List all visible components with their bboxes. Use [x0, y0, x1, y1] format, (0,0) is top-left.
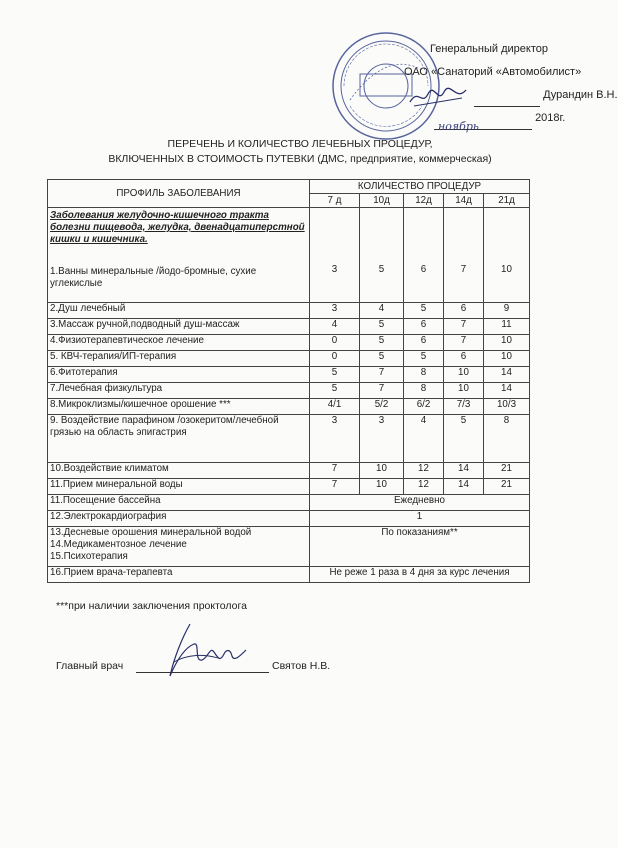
table-cell: 6: [404, 319, 444, 335]
table-cell: 3: [310, 208, 360, 303]
table-cell: 10: [444, 383, 484, 399]
approval-year: 2018г.: [535, 112, 566, 124]
table-cell: 7: [310, 463, 360, 479]
table-cell: 5: [444, 415, 484, 463]
handwritten-date: ноябрь: [438, 120, 479, 133]
table-cell: 5: [404, 351, 444, 367]
table-cell: 0: [310, 335, 360, 351]
table-cell: 14: [444, 479, 484, 495]
procedure-name: 16.Прием врача-терапевта: [48, 567, 310, 583]
chief-signature-line: [136, 672, 269, 673]
table-cell: 10: [484, 351, 530, 367]
footnote: ***при наличии заключения проктолога: [56, 600, 247, 612]
table-row: [48, 511, 530, 527]
approval-block: [404, 38, 618, 133]
procedure-name: 13.Десневые орошения минеральной водой: [50, 527, 252, 538]
duration-header: 12д: [404, 194, 444, 208]
header-profile: ПРОФИЛЬ ЗАБОЛЕВАНИЯ: [48, 180, 310, 208]
table-cell: 8: [404, 383, 444, 399]
chief-label: Главный врач: [56, 660, 124, 672]
chief-doctor-signature: [160, 618, 250, 680]
table-row: [48, 495, 530, 511]
table-cell: 6: [404, 208, 444, 303]
table-cell: 7: [310, 479, 360, 495]
table-cell: 4: [404, 415, 444, 463]
procedure-name: 3.Массаж ручной,подводный душ-массаж: [48, 319, 310, 335]
table-cell: 5: [310, 367, 360, 383]
procedure-name: 10.Воздействие климатом: [48, 463, 310, 479]
table-cell: 14: [444, 463, 484, 479]
table-cell: 3: [310, 303, 360, 319]
document-title-line1: ПЕРЕЧЕНЬ И КОЛИЧЕСТВО ЛЕЧЕБНЫХ ПРОЦЕДУР,: [167, 138, 433, 150]
table-row: [48, 208, 530, 303]
table-row: [48, 527, 530, 567]
table-cell: 6: [404, 335, 444, 351]
table-cell: 10: [444, 367, 484, 383]
table-row: [48, 303, 530, 319]
duration-header: 7 д: [310, 194, 360, 208]
director-name: Дурандин В.Н.: [543, 89, 618, 101]
procedure-name: 8.Микроклизмы/кишечное орошение ***: [48, 399, 310, 415]
row-label: [48, 208, 310, 303]
table-row: [48, 463, 530, 479]
date-line: [434, 117, 479, 133]
table-cell: 12: [404, 479, 444, 495]
duration-header: 10д: [360, 194, 404, 208]
procedure-name: 1.Ванны минеральные /йодо-бромные, сухие углекислые: [50, 266, 257, 289]
procedure-name: 14.Медикаментозное лечение: [50, 539, 187, 550]
table-row: [48, 367, 530, 383]
table-cell: 11: [484, 319, 530, 335]
document-title-line2: ВКЛЮЧЕННЫХ В СТОИМОСТЬ ПУТЕВКИ (ДМС, предприятие, коммерческая): [108, 153, 492, 165]
procedure-name: 6.Фитотерапия: [48, 367, 310, 383]
procedure-name: 2.Душ лечебный: [48, 303, 310, 319]
company-name: ОАО «Санаторий «Автомобилист»: [404, 66, 582, 78]
table-cell: 5: [360, 208, 404, 303]
table-cell: 6: [444, 351, 484, 367]
table-cell: 4/1: [310, 399, 360, 415]
table-cell: 8: [484, 415, 530, 463]
table-cell: 9: [484, 303, 530, 319]
table-cell: 5: [360, 319, 404, 335]
table-cell: 10: [484, 335, 530, 351]
date-line-2: [476, 117, 532, 130]
table-row: [48, 383, 530, 399]
table-cell: 21: [484, 463, 530, 479]
section-heading: Заболевания желудочно-кишечного тракта болезни пищевода, желудка, двенадцатиперстной кишки и кишечника.: [50, 210, 305, 245]
table-cell: 7: [360, 367, 404, 383]
table-cell: 7: [360, 383, 404, 399]
table-cell: 5: [360, 351, 404, 367]
table-cell-merged: По показаниям**: [310, 527, 530, 567]
table-cell: 10/3: [484, 399, 530, 415]
table-cell: 7: [444, 208, 484, 303]
table-row: [48, 479, 530, 495]
table-cell-merged: 1: [310, 511, 530, 527]
procedure-name: 11.Посещение бассейна: [48, 495, 310, 511]
table-cell: 21: [484, 479, 530, 495]
table-cell: 7: [444, 319, 484, 335]
procedures-table: [47, 179, 530, 583]
procedure-name: 12.Электрокардиография: [48, 511, 310, 527]
table-cell: 4: [360, 303, 404, 319]
duration-header: 21д: [484, 194, 530, 208]
procedure-name: 11.Прием минеральной воды: [48, 479, 310, 495]
procedure-name: 7.Лечебная физкультура: [48, 383, 310, 399]
table-row: [48, 351, 530, 367]
table-row: [48, 415, 530, 463]
table-cell: 10: [484, 208, 530, 303]
signature-line: [474, 94, 540, 107]
table-cell: 7/3: [444, 399, 484, 415]
table-cell-merged: Не реже 1 раза в 4 дня за курс лечения: [310, 567, 530, 583]
procedure-names-group: [48, 527, 310, 567]
duration-header: 14д: [444, 194, 484, 208]
table-cell: 12: [404, 463, 444, 479]
table-cell: 5/2: [360, 399, 404, 415]
procedure-name: 4.Физиотерапевтическое лечение: [48, 335, 310, 351]
table-row: [48, 567, 530, 583]
director-position: Генеральный директор: [430, 43, 548, 55]
table-cell: 7: [444, 335, 484, 351]
table-cell: 5: [360, 335, 404, 351]
chief-name: Святов Н.В.: [272, 660, 331, 672]
table-cell: 6: [444, 303, 484, 319]
table-cell: 14: [484, 383, 530, 399]
table-cell: 8: [404, 367, 444, 383]
table-cell: 4: [310, 319, 360, 335]
table-cell: 5: [310, 383, 360, 399]
table-cell: 6/2: [404, 399, 444, 415]
table-cell: 10: [360, 463, 404, 479]
procedure-name: 5. КВЧ-терапия/ИП-терапия: [48, 351, 310, 367]
table-cell: 14: [484, 367, 530, 383]
table-cell: 10: [360, 479, 404, 495]
table-cell: 0: [310, 351, 360, 367]
table-cell: 3: [310, 415, 360, 463]
chief-doctor-block: [56, 660, 331, 672]
table-row: [48, 319, 530, 335]
table-cell-merged: Ежедневно: [310, 495, 530, 511]
table-cell: 3: [360, 415, 404, 463]
procedure-name: 9. Воздействие парафином /озокеритом/лечебной грязью на область эпигастрия: [48, 415, 310, 463]
table-row: [48, 399, 530, 415]
table-cell: 5: [404, 303, 444, 319]
procedure-name: 15.Психотерапия: [50, 551, 128, 562]
header-count: КОЛИЧЕСТВО ПРОЦЕДУР: [310, 180, 530, 194]
table-row: [48, 335, 530, 351]
